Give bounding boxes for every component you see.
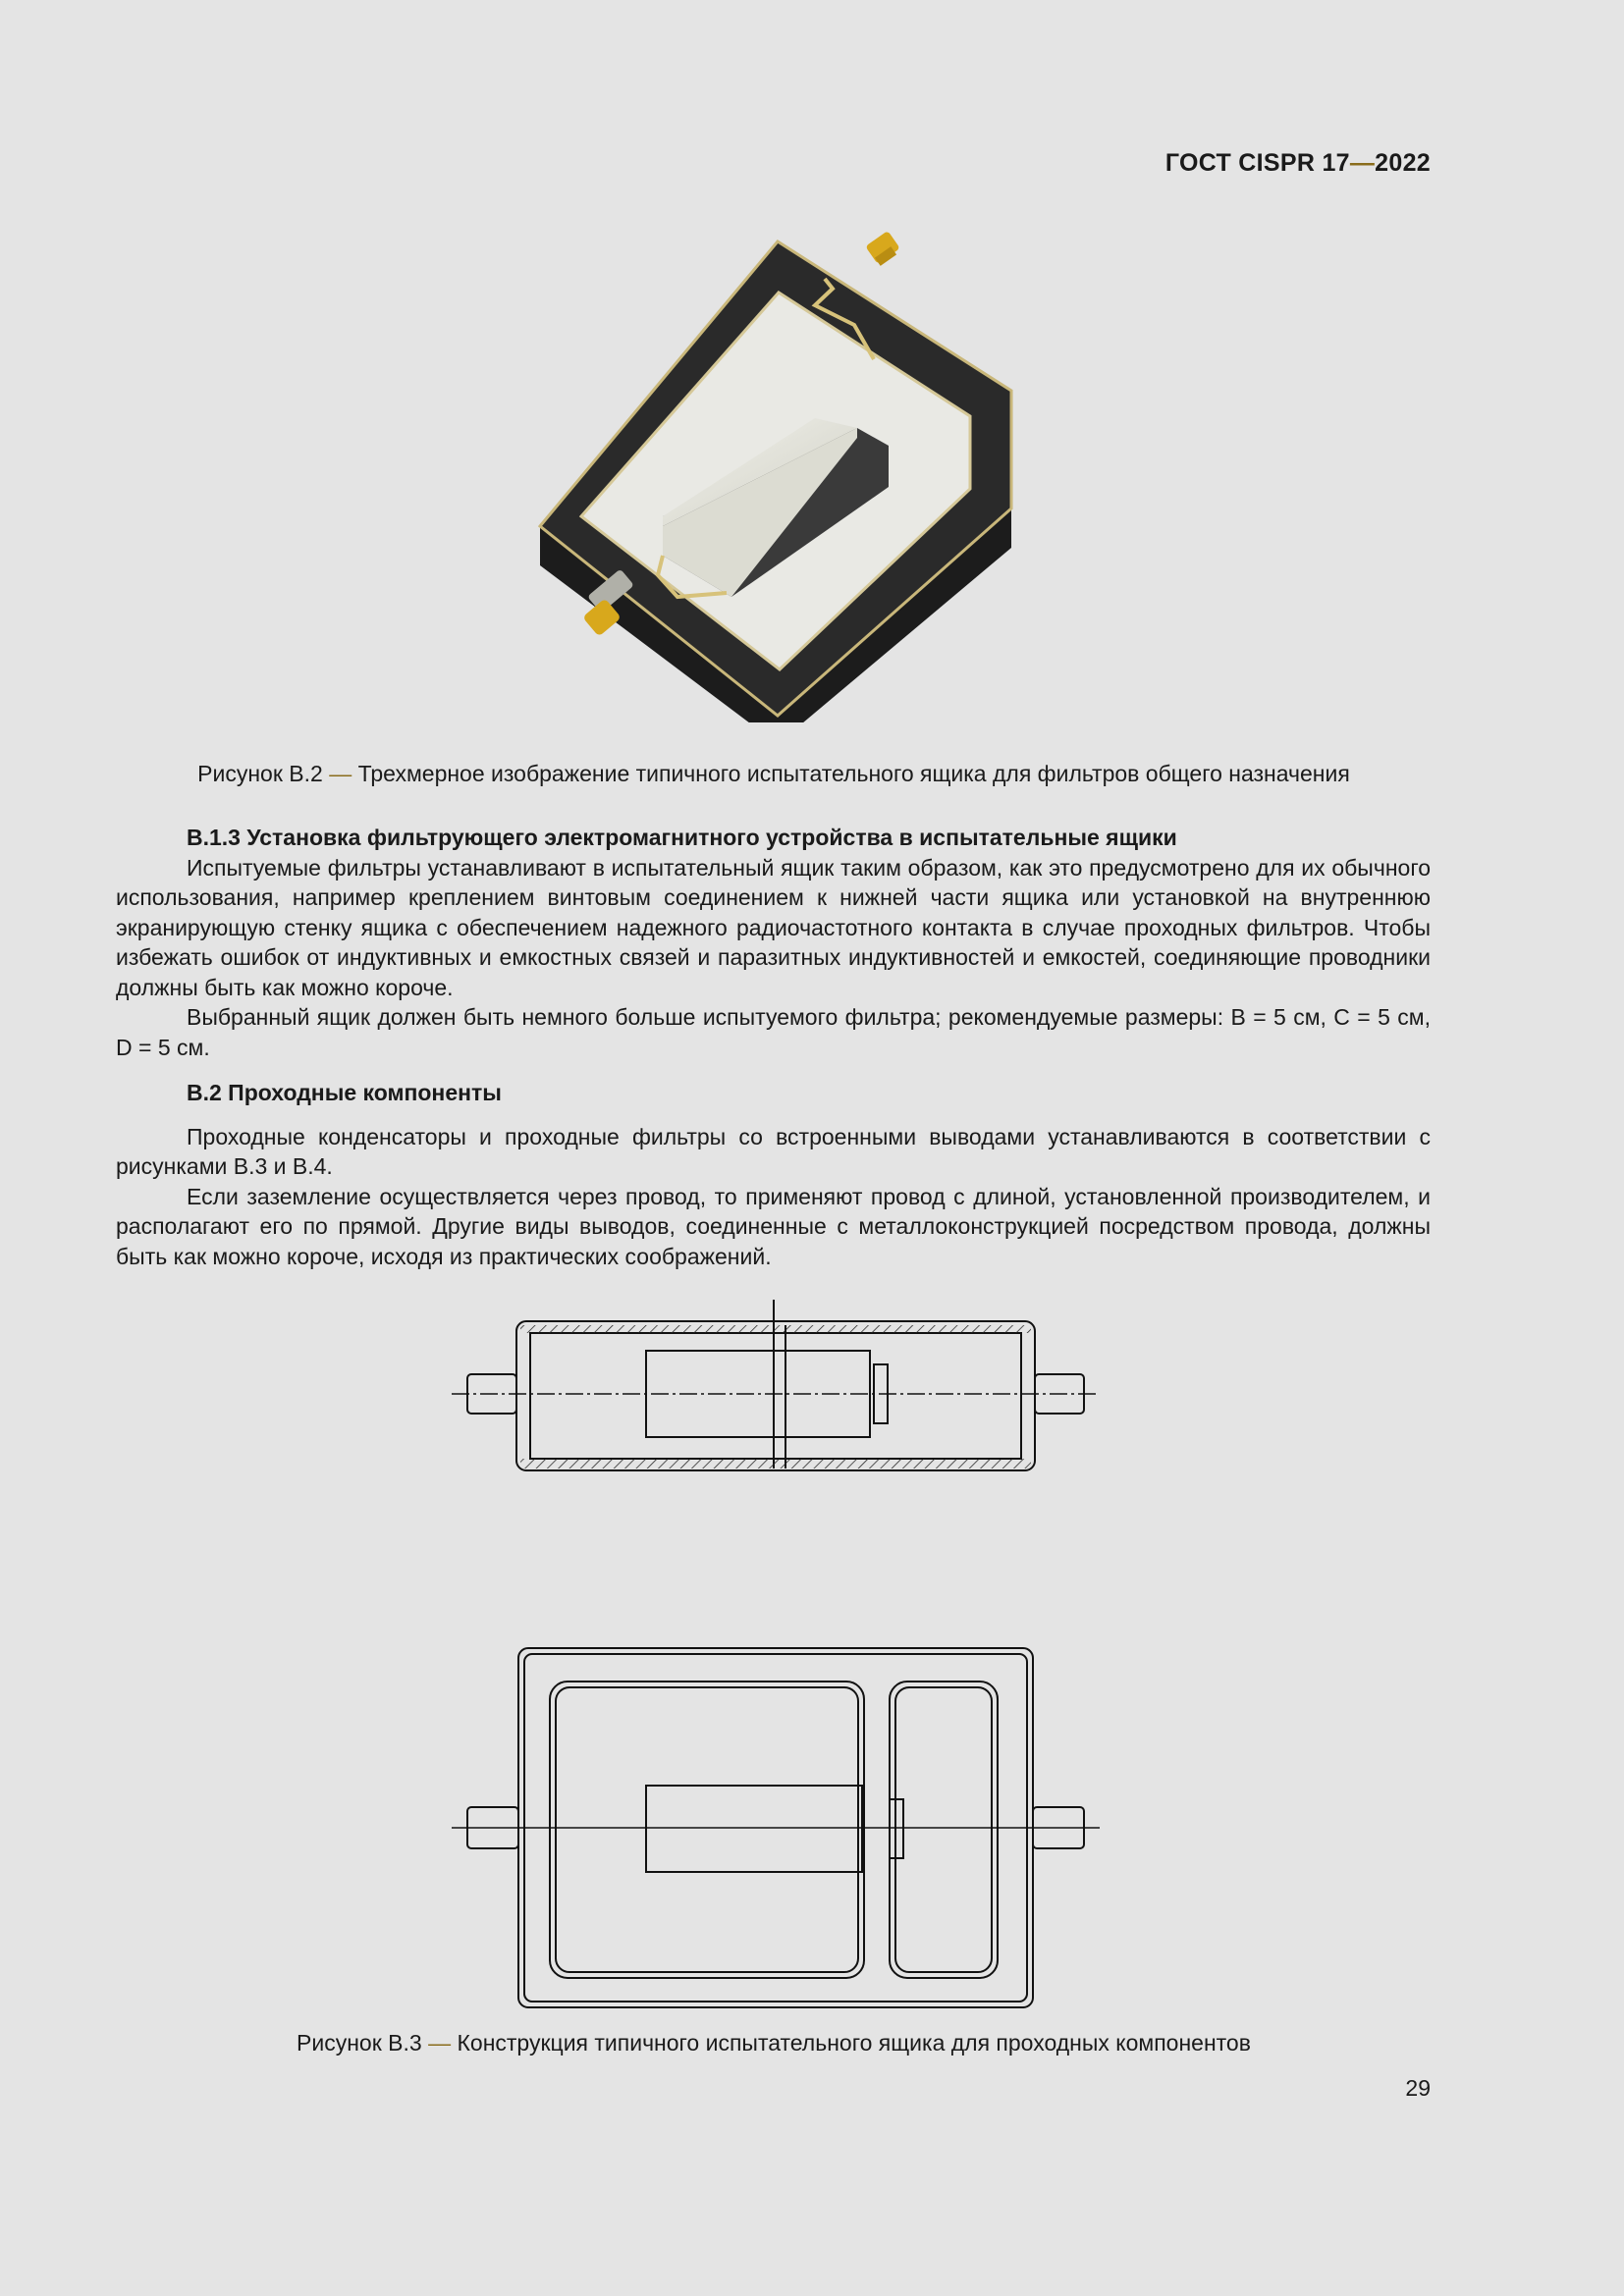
figure-b2-caption-prefix: Рисунок В.2 [197,761,323,786]
section-b13-paragraph-1: Испытуемые фильтры устанавливают в испытательный ящик таким образом, как это предусмотрено для их обычного использования, например креплением винтовым соединением к нижней части ящика или установкой на внутреннюю экранирующую стенку ящика с обеспечением надежного радиочастотного контакта в случае проходных фильтров. Чтобы избежать ошибок от индуктивных и емкостных связей и паразитных индуктивностей и емкостей, соединяющие проводники должны быть как можно короче. [116,854,1431,1000]
section-b13-heading: В.1.3 Установка фильтрующего электромагнитного устройства в испытательные ящики [187,825,1177,850]
figure-b3-caption [116,2030,1432,2056]
figure-b3-top-view [442,1644,1110,2012]
section-inner-wall [530,1333,1021,1459]
figure-b2-caption-text: Трехмерное изображение типичного испытательного ящика для фильтров общего назначения [357,761,1350,786]
section-bottom-hatch [520,1459,1031,1468]
section-b2 [116,1078,1431,1271]
figure-b3-caption-text: Конструкция типичного испытательного ящика для проходных компонентов [457,2030,1251,2056]
connector-top [865,232,900,266]
figure-b2-caption [116,761,1432,787]
figure-b2-3d-box [530,232,1021,722]
figure-b3-caption-dash: — [428,2030,452,2056]
header-standard: ГОСТ CISPR 17 [1164,149,1350,177]
top-view-left-compartment [550,1682,864,1978]
figure-b2-caption-dash: — [329,761,352,786]
document-header [1165,149,1431,178]
section-b2-paragraph-2: Если заземление осуществляется через провод, то применяют провод с длиной, установленной производителем, и располагают его по прямой. Другие виды выводов, соединенные с металлоконструкцией посредством провода, должны быть как можно короче, исходя из практических соображений. [116,1183,1431,1269]
section-b13 [116,823,1431,1062]
section-outer-wall [516,1321,1035,1470]
figure-b3-section-view [442,1296,1110,1482]
top-view-left-compartment-2 [556,1687,858,1972]
top-view-right-compartment-2 [895,1687,992,1972]
section-b13-paragraph-2: Выбранный ящик должен быть немного больше испытуемого фильтра; рекомендуемые размеры: В = 5 см, С = 5 см, D = 5 см. [116,1004,1431,1060]
section-b2-paragraph-1: Проходные конденсаторы и проходные фильтры со встроенными выводами устанавливаются в соответствии с рисунками В.3 и В.4. [116,1123,1431,1179]
section-b2-heading: В.2 Проходные компоненты [187,1080,502,1105]
top-view-filter-body [646,1786,862,1872]
section-top-hatch [520,1325,1031,1333]
top-view-right-compartment [890,1682,998,1978]
page-number: 29 [1405,2075,1431,2101]
header-year: 2022 [1375,149,1431,177]
figure-b3-caption-prefix: Рисунок В.3 [297,2030,422,2056]
header-dash: — [1349,149,1376,177]
